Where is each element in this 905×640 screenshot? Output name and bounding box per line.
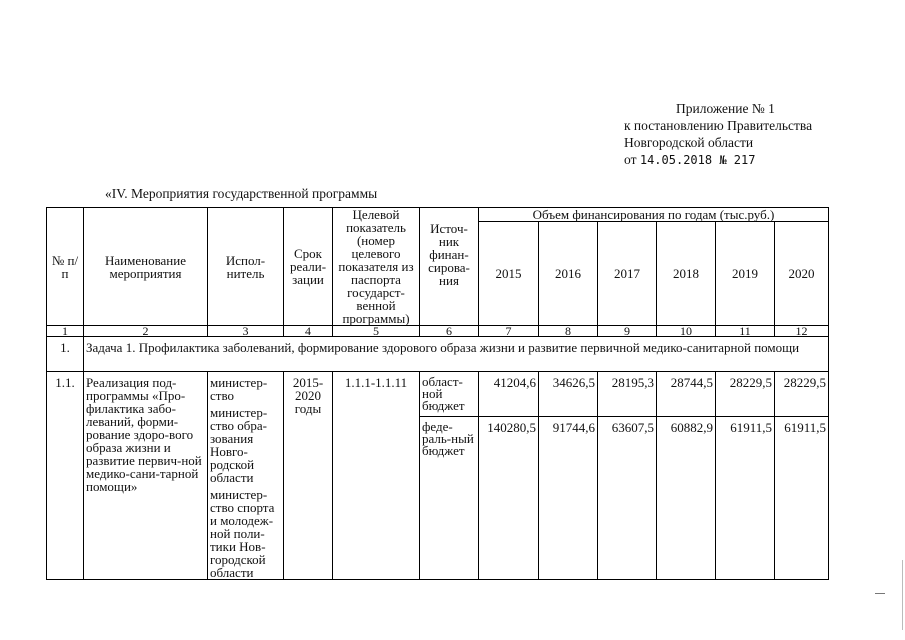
column-number: 11	[716, 326, 775, 337]
column-number: 7	[479, 326, 539, 337]
header-term: Срок реали-зации	[284, 208, 333, 326]
header-year: 2017	[598, 222, 657, 326]
measure-row	[47, 372, 829, 417]
header-funding: Объем финансирования по годам (тыс.руб.)	[479, 208, 829, 222]
funding-source: област-ной бюджет	[420, 372, 479, 417]
column-number: 1	[47, 326, 84, 337]
header-indicator: Целевой показатель (номер целевого показателя из паспорта государст-венной программы)	[333, 208, 420, 326]
measure-indicator: 1.1.1-1.1.11	[333, 372, 420, 580]
date-prefix: от	[624, 152, 637, 167]
header-executor: Испол-нитель	[208, 208, 284, 326]
funding-value: 28744,5	[657, 372, 716, 417]
column-number: 6	[420, 326, 479, 337]
section-title: «IV. Мероприятия государственной программы	[105, 186, 378, 201]
header-year: 2018	[657, 222, 716, 326]
header-year: 2016	[539, 222, 598, 326]
task-text: Задача 1. Профилактика заболеваний, формирование здорового образа жизни и развитие первичной медико-санитарной помощи	[84, 337, 829, 372]
funding-value: 34626,5	[539, 372, 598, 417]
measure-executors	[208, 372, 284, 580]
measure-number: 1.1.	[47, 372, 84, 580]
appendix-title: Приложение № 1	[676, 101, 775, 116]
scan-mark	[875, 593, 885, 594]
appendix-header	[624, 100, 812, 169]
task-number: 1.	[47, 337, 84, 372]
column-number-row	[47, 326, 829, 337]
funding-value: 63607,5	[598, 417, 657, 580]
measure-term: 2015-2020 годы	[284, 372, 333, 580]
header-num: № п/п	[47, 208, 84, 326]
column-number: 12	[775, 326, 829, 337]
scan-edge-line	[902, 560, 903, 630]
funding-value: 61911,5	[775, 417, 829, 580]
funding-value: 91744,6	[539, 417, 598, 580]
appendix-resolution-line: к постановлению Правительства	[624, 118, 813, 133]
column-number: 5	[333, 326, 420, 337]
funding-value: 140280,5	[479, 417, 539, 580]
measure-name: Реализация под-программы «Про-филактика забо-леваний, форми-рование здоро-вого образа жизни и развитие первич-ной медико-сани-тарной помощи»	[84, 372, 208, 580]
header-year: 2019	[716, 222, 775, 326]
funding-value: 28229,5	[716, 372, 775, 417]
funding-value: 28195,3	[598, 372, 657, 417]
appendix-region-line: Новгородской области	[624, 135, 754, 150]
date-value: 14.05.2018 № 217	[639, 153, 756, 167]
header-name: Наименование мероприятия	[84, 208, 208, 326]
header-year: 2015	[479, 222, 539, 326]
funding-source: феде-раль-ный бюджет	[420, 417, 479, 580]
funding-value: 60882,9	[657, 417, 716, 580]
funding-value: 61911,5	[716, 417, 775, 580]
task-row	[47, 337, 829, 372]
header-year: 2020	[775, 222, 829, 326]
funding-value: 41204,6	[479, 372, 539, 417]
funding-value: 28229,5	[775, 372, 829, 417]
executor: министер-ство обра-зования Новго-родской области	[210, 405, 268, 485]
column-number: 8	[539, 326, 598, 337]
appendix-date-line	[624, 151, 812, 169]
column-number: 9	[598, 326, 657, 337]
column-number: 2	[84, 326, 208, 337]
column-number: 10	[657, 326, 716, 337]
column-number: 3	[208, 326, 284, 337]
column-number: 4	[284, 326, 333, 337]
program-measures-table	[46, 207, 829, 580]
executor: министер-ство спорта и молодеж-ной поли-тики Нов-городской области	[210, 487, 275, 580]
executor: министер-ство	[210, 375, 268, 403]
header-source: Источ-ник финан-сирова-ния	[420, 208, 479, 326]
